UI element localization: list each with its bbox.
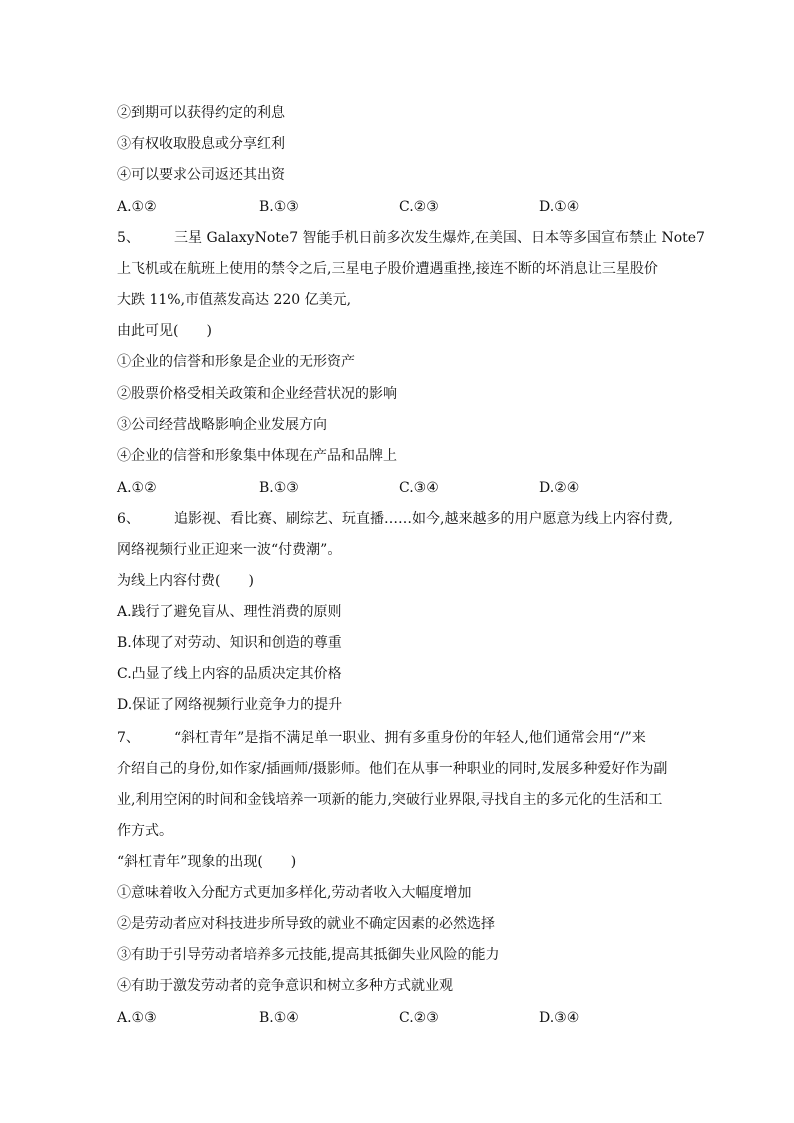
q7-statement-1: ①意味着收入分配方式更加多样化,劳动者收入大幅度增加 [117,885,472,901]
q6-material-line-2: 网络视频行业正迎来一波“付费潮”。 [117,542,342,558]
q7-option-a: A.①③ [117,1010,157,1026]
q7-option-b: B.①④ [259,1010,299,1026]
q7-material-line-3: 业,利用空闲的时间和金钱培养一项新的能力,突破行业界限,寻找自主的多元化的生活和工 [117,792,663,808]
q5-statement-4: ④企业的信誉和形象集中体现在产品和品牌上 [117,448,397,464]
q4-statement-2: ②到期可以获得约定的利息 [117,105,285,121]
q6-option-d: D.保证了网络视频行业竞争力的提升 [117,697,343,713]
q4-option-d: D.①④ [539,199,580,215]
q5-material-line-1: 5、 三星 GalaxyNote7 智能手机日前多次发生爆炸,在美国、日本等多国宣布禁止 Note7 [117,230,705,246]
q7-stem: “斜杠青年”现象的出现( ) [117,854,297,870]
q5-option-a: A.①② [117,480,157,496]
q4-option-c: C.②③ [399,199,439,215]
q7-material-line-1: 7、 “斜杠青年”是指不满足单一职业、拥有多重身份的年轻人,他们通常会用“/”来 [117,730,646,746]
q5-statement-1: ①企业的信誉和形象是企业的无形资产 [117,354,355,370]
q6-option-a: A.践行了避免盲从、理性消费的原则 [117,604,342,620]
q5-option-b: B.①③ [259,480,299,496]
q7-material-line-4: 作方式。 [117,823,173,839]
q5-option-c: C.③④ [399,480,439,496]
q7-statement-3: ③有助于引导劳动者培养多元技能,提高其抵御失业风险的能力 [117,947,500,963]
q6-stem: 为线上内容付费( ) [117,573,254,589]
q7-statement-2: ②是劳动者应对科技进步所导致的就业不确定因素的必然选择 [117,916,495,932]
q5-statement-3: ③公司经营战略影响企业发展方向 [117,417,327,433]
q4-statement-4: ④可以要求公司返还其出资 [117,167,285,183]
q5-statement-2: ②股票价格受相关政策和企业经营状况的影响 [117,386,397,402]
q7-option-c: C.②③ [399,1010,439,1026]
q5-material-line-3: 大跌 11%,市值蒸发高达 220 亿美元, [117,292,352,308]
q5-number: 5、 [117,230,140,246]
q7-material-line-2: 介绍自己的身份,如作家/插画师/摄影师。他们在从事一种职业的同时,发展多种爱好作为副 [117,761,668,777]
q6-option-b: B.体现了对劳动、知识和创造的尊重 [117,635,342,651]
q4-option-a: A.①② [117,199,157,215]
q7-statement-4: ④有助于激发劳动者的竞争意识和树立多种方式就业观 [117,978,453,994]
q5-option-d: D.②④ [539,480,580,496]
q7-number: 7、 [117,730,140,746]
q4-statement-3: ③有权收取股息或分享红利 [117,136,285,152]
q5-stem: 由此可见( ) [117,323,212,339]
q4-option-b: B.①③ [259,199,299,215]
q6-option-c: C.凸显了线上内容的品质决定其价格 [117,666,342,682]
q7-option-d: D.③④ [539,1010,580,1026]
q6-material-line-1: 6、 追影视、看比赛、刷综艺、玩直播……如今,越来越多的用户愿意为线上内容付费, [117,511,673,527]
q6-number: 6、 [117,511,140,527]
q5-material-line-2: 上飞机或在航班上使用的禁令之后,三星电子股价遭遇重挫,接连不断的坏消息让三星股价 [117,261,658,277]
